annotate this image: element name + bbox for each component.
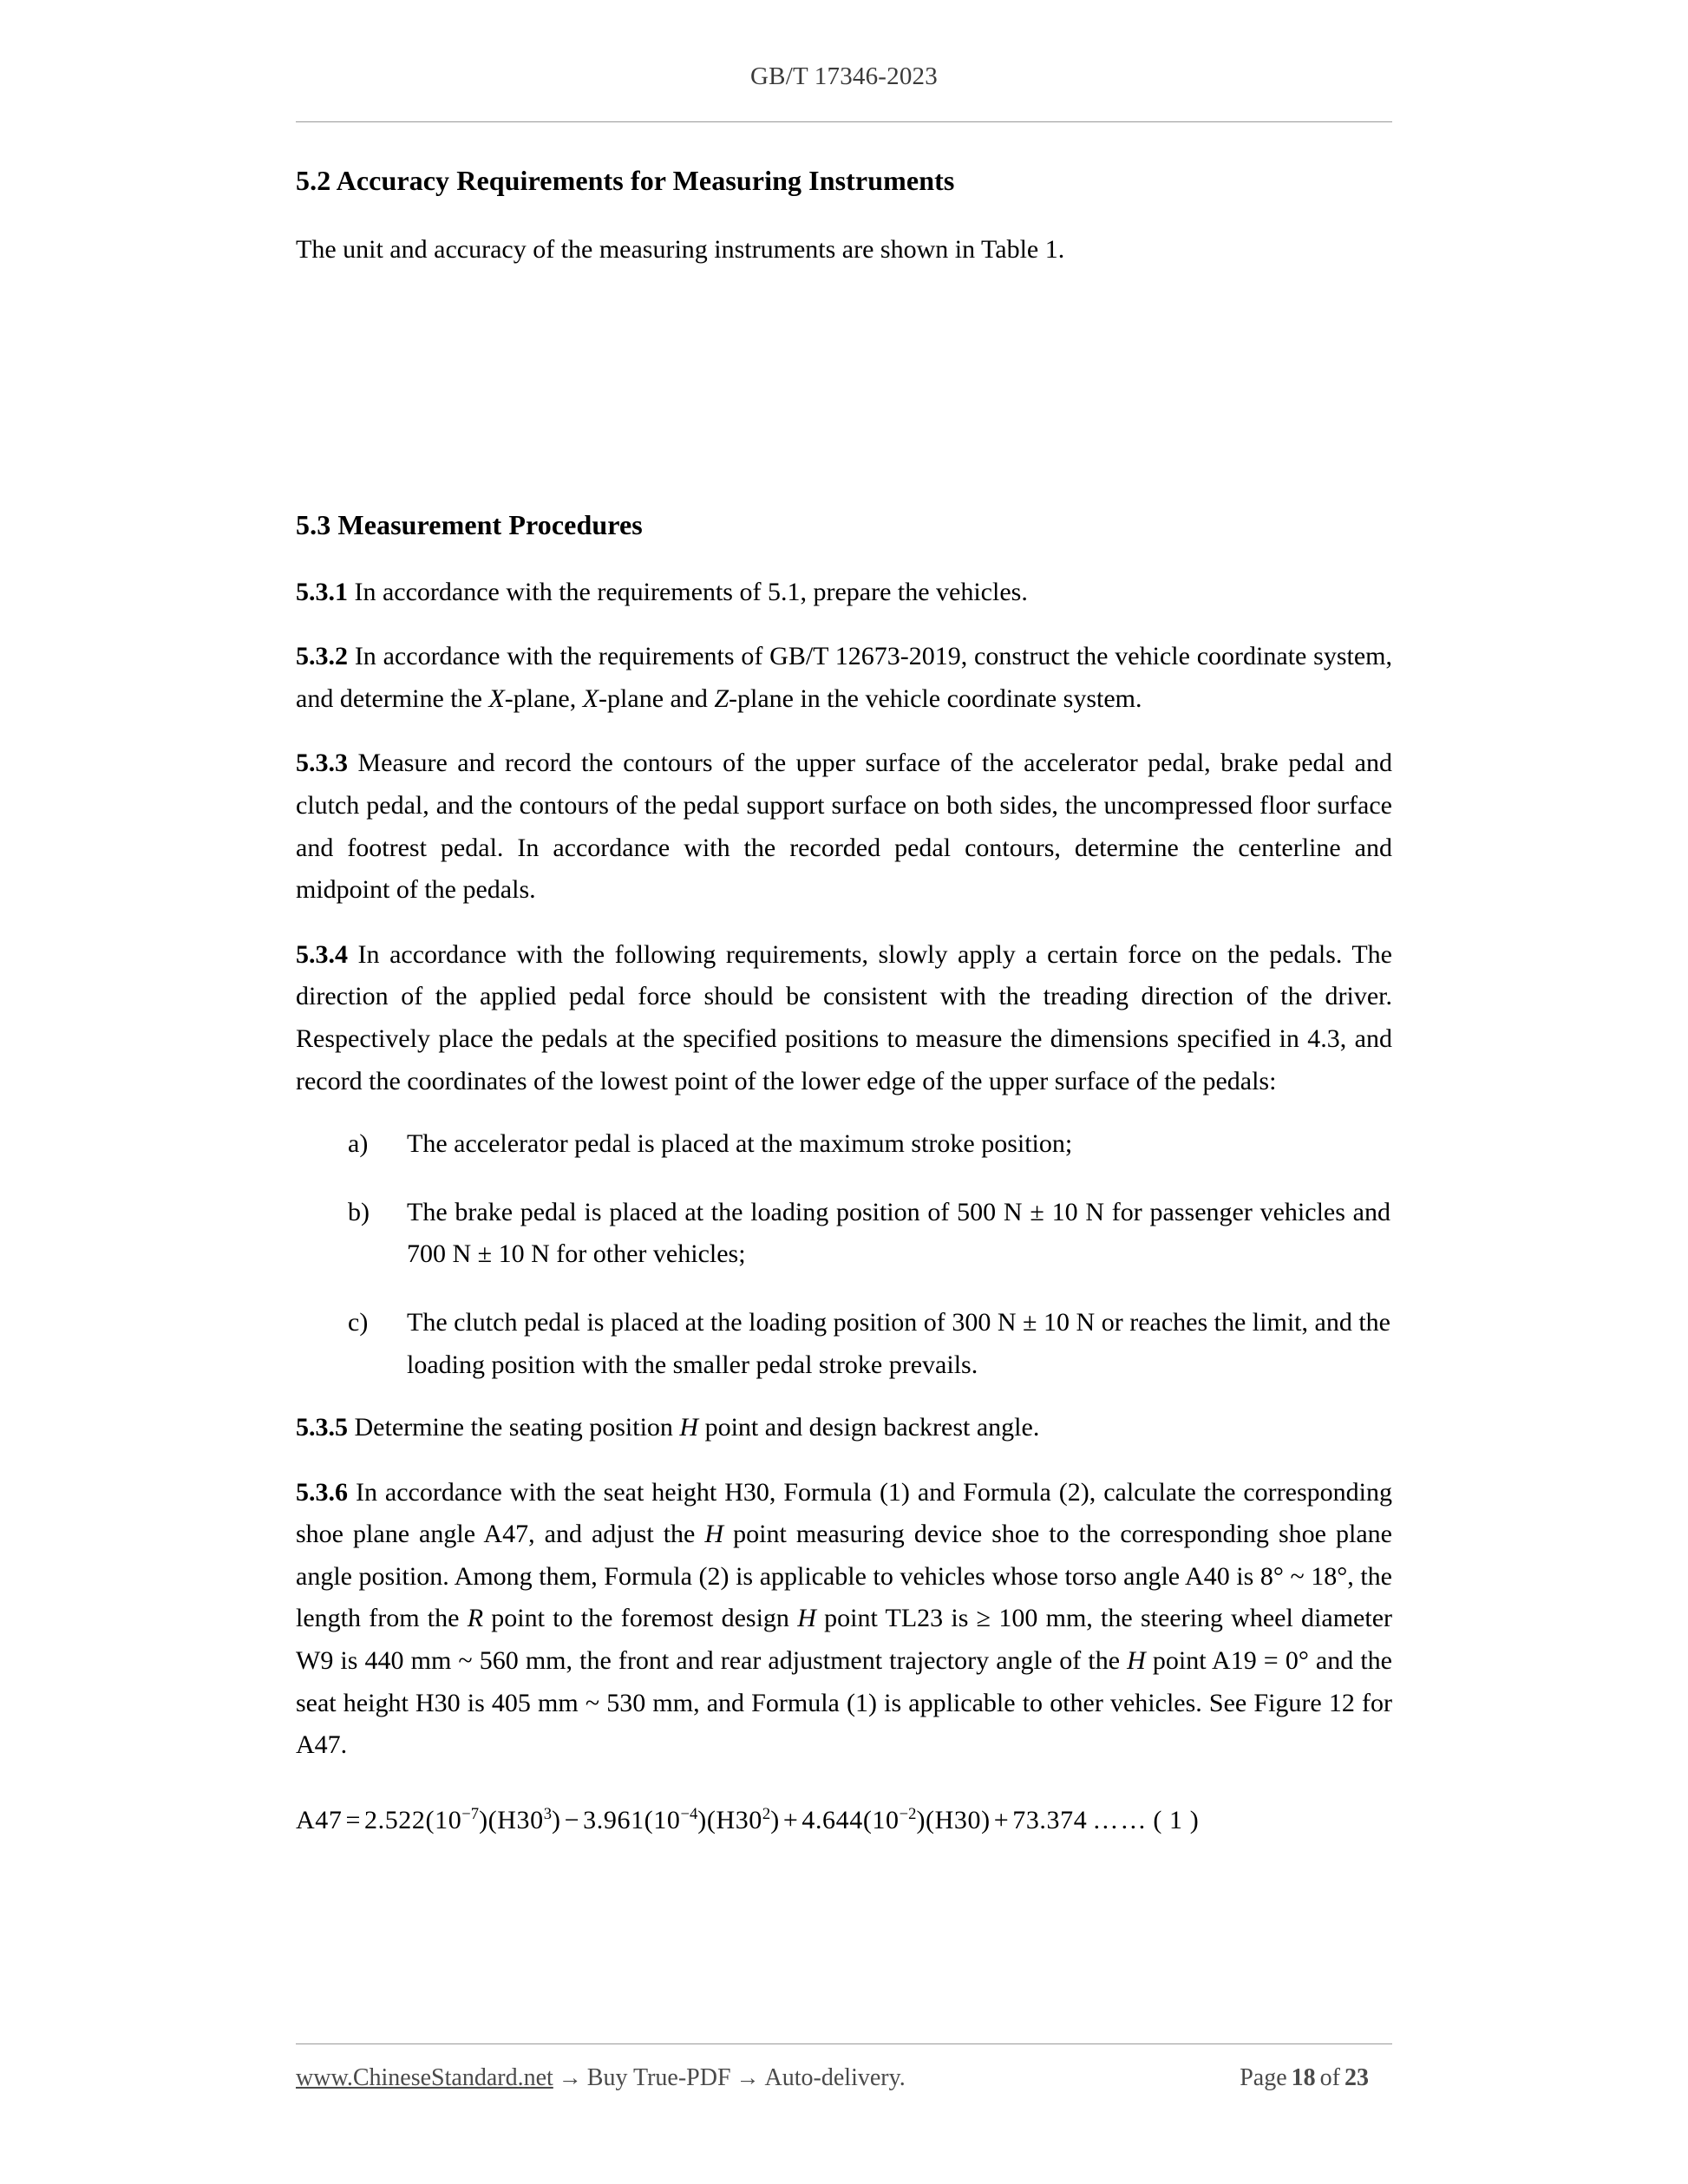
formula-term1-exponent: −7 (461, 1804, 480, 1823)
formula-term3-close: )(H30) (916, 1805, 991, 1834)
clause-text-5-3-5-b: point and design backrest angle. (698, 1413, 1040, 1442)
table-1-placeholder (296, 271, 1392, 507)
paragraph-5-3-4 (296, 934, 1392, 1102)
heading-5-2: 5.2 Accuracy Requirements for Measuring Instruments (296, 165, 955, 196)
clause-number-5-3-2: 5.3.2 (296, 642, 348, 671)
website-link[interactable]: www.ChineseStandard.net (296, 2064, 553, 2091)
formula-term1-power: 3 (543, 1804, 553, 1823)
formula-term1-end: ) (552, 1805, 561, 1834)
heading-5-3: 5.3 Measurement Procedures (296, 508, 643, 540)
paragraph-5-2-intro: The unit and accuracy of the measuring instruments are shown in Table 1. (296, 235, 1065, 264)
symbol-z-plane: Z (714, 683, 730, 713)
formula-term3-base: (10 (862, 1805, 900, 1834)
symbol-h-point-3: H (1127, 1646, 1146, 1676)
list-text-a: The accelerator pedal is placed at the maximum stroke position; (407, 1129, 1073, 1159)
clause-text-5-3-6-a: In accordance with the seat height H30, Formula (1) and Formula (2), calculate the corresponding shoe plane angle A47, and adjust the (296, 1477, 1392, 1549)
formula-op-3: + (993, 1805, 1010, 1834)
clause-text-5-3-6-b: point measuring device shoe to the corresponding shoe plane angle position. Among them, Formula (2) is applicable to vehicles whose torso angle A40 is 8° ~ 18°, the length from the (296, 1520, 1392, 1633)
formula-term2-close: )(H30 (697, 1805, 762, 1834)
formula-term2-base: (10 (644, 1805, 681, 1834)
clause-text-5-3-2-d: -plane in the vehicle coordinate system. (729, 683, 1142, 713)
list-item (296, 1192, 1392, 1276)
clause-number-5-3-6: 5.3.6 (296, 1477, 348, 1507)
symbol-h-point-2: H (797, 1604, 816, 1633)
formula-term2-exponent: −4 (680, 1804, 698, 1823)
formula-coef-1: 2.522 (364, 1805, 426, 1834)
clause-text-5-3-2-a: In accordance with the requirements of GB/T 12673-2019, construct the vehicle coordinate system, and determine the (296, 642, 1392, 713)
clause-number-5-3-4: 5.3.4 (296, 939, 348, 969)
footer-divider (296, 2043, 1392, 2044)
formula-term2-power: 2 (762, 1804, 771, 1823)
formula-dot-leader: …… (1092, 1805, 1148, 1834)
clause-text-5-3-1: In accordance with the requirements of 5.1, prepare the vehicles. (348, 577, 1028, 606)
arrow-right-icon-1: → (558, 2064, 582, 2090)
clause-text-5-3-2-b: -plane, (504, 683, 583, 713)
paragraph-5-3-1 (296, 572, 1392, 614)
formula-reference-number: ( 1 ) (1153, 1805, 1200, 1834)
list-marker-b: b) (348, 1197, 370, 1226)
clause-text-5-3-5-a: Determine the seating position (348, 1413, 680, 1442)
symbol-r-point: R (467, 1604, 484, 1633)
clause-text-5-3-6-e: point A19 = 0° and the seat height H30 is 405 mm ~ 530 mm, and Formula (1) is applicable to other vehicles. See Figure 12 for A47. (296, 1646, 1392, 1760)
paragraph-5-3-5 (296, 1407, 1392, 1449)
standard-number: GB/T 17346-2023 (750, 62, 938, 90)
formula-op-2: + (782, 1805, 799, 1834)
page-header (296, 62, 1392, 91)
clause-number-5-3-3: 5.3.3 (296, 749, 348, 778)
list-item (296, 1123, 1392, 1166)
formula-coef-2: 3.961 (583, 1805, 644, 1834)
formula-term1-base: (10 (425, 1805, 462, 1834)
clause-text-5-3-6-d: point TL23 is ≥ 100 mm, the steering wheel diameter W9 is 440 mm ~ 560 mm, the front and rear adjustment trajectory angle of the (296, 1604, 1392, 1676)
clause-text-5-3-3: Measure and record the contours of the upper surface of the accelerator pedal, brake pedal and clutch pedal, and the contours of the pedal support surface on both sides, the uncompressed floor surface and footrest pedal. In accordance with the recorded pedal contours, determine the centerline and midpoint of the pedals. (296, 749, 1392, 905)
page-of-label: of (1319, 2064, 1340, 2091)
list-text-b: The brake pedal is placed at the loading position of 500 N ± 10 N for passenger vehicles and 700 N ± 10 N for other vehicles; (407, 1197, 1390, 1269)
arrow-right-icon-2: → (736, 2064, 760, 2090)
header-divider (296, 121, 1392, 122)
page-footer (296, 2064, 1392, 2092)
page-number: 18 (1291, 2064, 1316, 2091)
formula-op-1: − (564, 1805, 580, 1834)
page-indicator (1240, 2064, 1392, 2092)
clause-text-5-3-4: In accordance with the following requirements, slowly apply a certain force on the pedals. The direction of the applied pedal force should be consistent with the treading direction of the driver. Respectively place the pedals at the specified positions to measure the dimensions specified in 4.3, and record the coordinates of the lowest point of the lower edge of the upper surface of the pedals: (296, 939, 1392, 1095)
symbol-x-plane-1: X (488, 683, 505, 713)
page-label: Page (1240, 2064, 1287, 2091)
symbol-x-plane-2: X (582, 683, 599, 713)
footer-buy-label: Buy True-PDF (586, 2064, 731, 2091)
formula-constant: 73.374 (1012, 1805, 1088, 1834)
clause-text-5-3-6-c: point to the foremost design (483, 1604, 798, 1633)
formula-equals: = (345, 1805, 361, 1834)
paragraph-5-3-2 (296, 636, 1392, 720)
formula-term2-end: ) (770, 1805, 780, 1834)
list-marker-a: a) (348, 1129, 369, 1159)
formula-term3-exponent: −2 (899, 1804, 917, 1823)
page-total: 23 (1345, 2064, 1369, 2091)
symbol-h-point-5-3-5: H (679, 1413, 699, 1442)
clause-number-5-3-5: 5.3.5 (296, 1413, 348, 1442)
list-text-c: The clutch pedal is placed at the loading position of 300 N ± 10 N or reaches the limit, and the loading position with the smaller pedal stroke prevails. (407, 1307, 1390, 1379)
formula-term1-close: )(H30 (479, 1805, 544, 1834)
formula-lhs: A47 (296, 1805, 343, 1834)
page-content (296, 163, 1392, 1839)
footer-promo (296, 2064, 906, 2092)
paragraph-5-3-3 (296, 742, 1392, 911)
list-marker-c: c) (348, 1307, 369, 1337)
paragraph-5-3-6 (296, 1472, 1392, 1767)
formula-coef-3: 4.644 (801, 1805, 863, 1834)
list-item (296, 1302, 1392, 1386)
clause-number-5-3-1: 5.3.1 (296, 577, 348, 606)
symbol-h-point-1: H (704, 1520, 724, 1549)
clause-text-5-3-2-c: -plane and (599, 683, 715, 713)
pedal-position-list (296, 1123, 1392, 1386)
formula-1 (296, 1801, 1392, 1840)
footer-delivery-label: Auto-delivery. (764, 2064, 906, 2091)
